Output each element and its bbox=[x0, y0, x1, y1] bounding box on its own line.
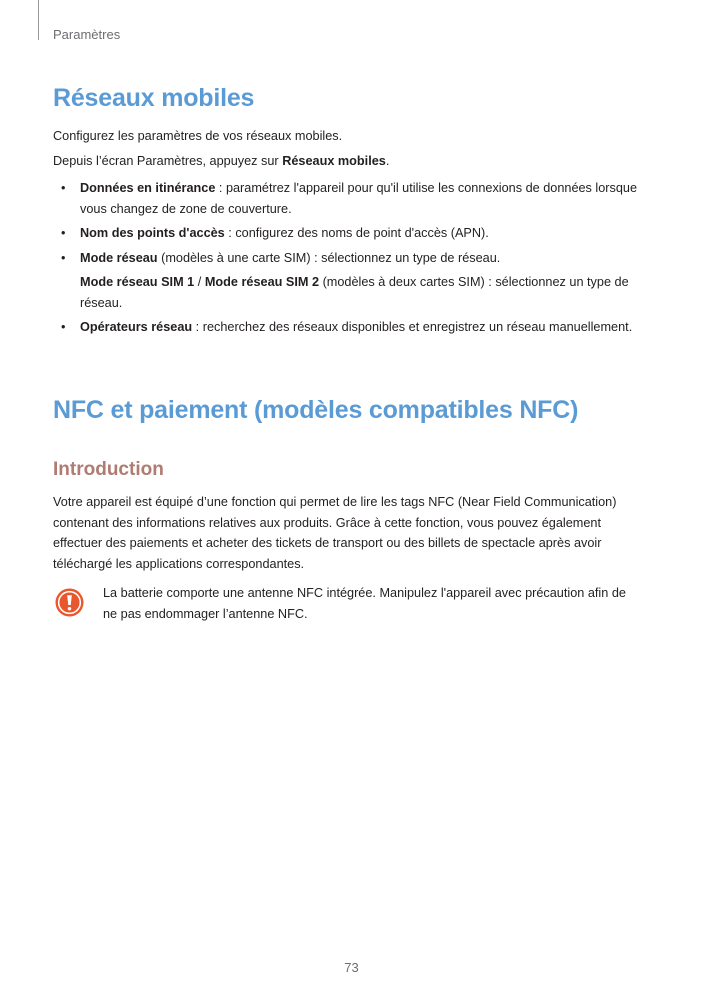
item-sub-paragraph bbox=[80, 272, 653, 313]
item-desc: : recherchez des réseaux disponibles et enregistrez un réseau manuellement. bbox=[192, 320, 633, 334]
item-term: Données en itinérance bbox=[80, 181, 216, 195]
item-term: Nom des points d'accès bbox=[80, 226, 225, 240]
mobile-navigation-text bbox=[53, 151, 653, 172]
caution-text: La batterie comporte une antenne NFC intégrée. Manipulez l'appareil avec précaution afin de ne pas endommager l’antenne NFC. bbox=[103, 586, 626, 621]
item-desc: : paramétrez l'appareil pour qu'il utilise les connexions de données lorsque vous changez de zone de couverture. bbox=[80, 181, 638, 216]
header-rule bbox=[38, 0, 39, 40]
item-desc: (modèles à une carte SIM) : sélectionnez un type de réseau. bbox=[157, 250, 501, 265]
item-term: Mode réseau bbox=[80, 250, 158, 265]
sub-separator: / bbox=[194, 275, 205, 289]
subsection-title-introduction: Introduction bbox=[53, 459, 164, 480]
caution-icon bbox=[55, 588, 84, 617]
list-item bbox=[53, 317, 653, 338]
nav-target: Réseaux mobiles bbox=[282, 154, 386, 168]
list-item bbox=[53, 178, 653, 219]
bullet-icon: • bbox=[61, 226, 66, 240]
sub-desc: (modèles à deux cartes SIM) : sélectionnez un type de réseau. bbox=[80, 275, 629, 310]
bullet-icon: • bbox=[61, 250, 66, 265]
item-desc: : configurez des noms de point d'accès (APN). bbox=[224, 226, 489, 240]
list-item bbox=[53, 223, 653, 244]
section-title-nfc: NFC et paiement (modèles compatibles NFC) bbox=[53, 396, 579, 424]
running-header: Paramètres bbox=[53, 27, 121, 42]
sub-term-sim2: Mode réseau SIM 2 bbox=[204, 275, 320, 289]
nav-suffix: . bbox=[385, 154, 390, 168]
page-number: 73 bbox=[344, 960, 359, 975]
bullet-icon: • bbox=[61, 181, 66, 195]
nav-prefix: Depuis l’écran Paramètres, appuyez sur bbox=[53, 154, 283, 168]
bullet-icon: • bbox=[61, 320, 66, 334]
sub-term-sim1: Mode réseau SIM 1 bbox=[80, 275, 195, 289]
item-term: Opérateurs réseau bbox=[80, 320, 193, 334]
mobile-settings-list bbox=[53, 178, 653, 342]
section-title-mobile-networks: Réseaux mobiles bbox=[53, 84, 255, 112]
mobile-intro-text: Configurez les paramètres de vos réseaux mobiles. bbox=[53, 129, 343, 143]
nfc-intro-text: Votre appareil est équipé d’une fonction qui permet de lire les tags NFC (Near Field Communication) contenant des informations relatives aux produits. Grâce à cette fonction, vous pouvez également effectuer des paiements et acheter des tickets de transport ou des billets de spectacle après avoir téléchargé les applications correspondantes. bbox=[53, 495, 617, 571]
list-item bbox=[53, 248, 653, 314]
